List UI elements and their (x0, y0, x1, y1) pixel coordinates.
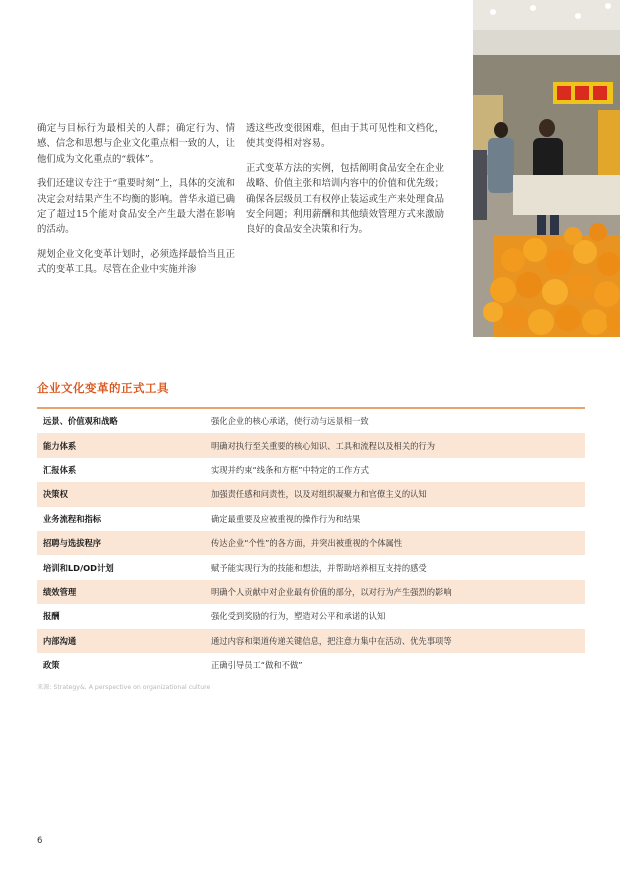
row-key: 绩效管理 (43, 586, 77, 597)
body-text-left-column (37, 121, 235, 287)
row-key: 能力体系 (43, 440, 77, 451)
row-key: 远景、价值观和战略 (43, 416, 118, 427)
row-value: 强化受到奖励的行为，塑造对公平和承诺的认知 (211, 611, 386, 622)
row-value: 赋予能实现行为的技能和想法，并帮助培养相互支持的感受 (211, 562, 427, 573)
table-row (37, 433, 585, 457)
paragraph: 确定与目标行为最相关的人群；确定行为、情感、信念和思想与企业文化重点相一致的人，让他们成为文化重点的“载体”。 (37, 123, 235, 165)
table-row (37, 604, 585, 628)
supermarket-photo (473, 0, 620, 337)
section-title: 企业文化变革的正式工具 (37, 381, 169, 395)
row-value: 加强责任感和问责性，以及对组织凝聚力和官僚主义的认知 (211, 489, 427, 500)
paragraph: 正式变革方法的实例，包括阐明食品安全在企业战略、价值主张和培训内容中的价值和优先级；确保各层级员工有权停止装运或生产来处理食品安全问题；利用薪酬和其他绩效管理方式来激励良好的食品安全决策和行为。 (246, 162, 444, 236)
paragraph: 我们还建议专注于“重要时刻”上，具体的交流和决定会对结果产生不均衡的影响。普华永道已确定了超过15个能对食品安全产生最大潜在影响的活动。 (37, 178, 235, 236)
row-key: 内部沟通 (43, 635, 77, 646)
body-text-right-column (246, 121, 444, 247)
row-value: 实现并约束“线条和方框”中特定的工作方式 (211, 464, 369, 475)
table-row (37, 482, 585, 506)
paragraph: 透这些改变很困难，但由于其可见性和文档化，使其变得相对容易。 (246, 123, 444, 150)
table-row (37, 409, 585, 433)
paragraph: 规划企业文化变革计划时，必须选择最恰当且正式的变革工具。尽管在企业中实施并渗 (37, 248, 235, 276)
source-note: 来源: Strategy&, A perspective on organizational culture (37, 684, 211, 691)
row-value: 通过内容和渠道传递关键信息，把注意力集中在活动、优先事项等 (211, 635, 452, 646)
table-row (37, 580, 585, 604)
table-row (37, 555, 585, 579)
row-value: 传达企业“个性”的各方面，并突出被重视的个体属性 (211, 538, 403, 549)
formal-tools-table (37, 407, 585, 677)
table-row (37, 458, 585, 482)
table-row (37, 531, 585, 555)
row-key: 招聘与选拔程序 (43, 538, 102, 549)
row-key: 业务流程和指标 (43, 513, 102, 524)
row-value: 明确个人贡献中对企业最有价值的部分，以对行为产生强烈的影响 (211, 586, 452, 597)
row-value: 确定最重要及应被重视的操作行为和结果 (211, 513, 361, 524)
row-value: 正确引导员工“做和不做” (211, 660, 303, 671)
row-key: 培训和LD/OD计划 (43, 562, 114, 573)
table-row (37, 507, 585, 531)
row-value: 明确对执行至关重要的核心知识、工具和流程以及相关的行为 (211, 440, 436, 451)
row-key: 汇报体系 (43, 464, 77, 475)
table-row (37, 629, 585, 653)
row-value: 强化企业的核心承诺，使行动与远景相一致 (211, 416, 369, 427)
row-key: 报酬 (43, 611, 60, 622)
row-key: 决策权 (43, 489, 68, 500)
table-row (37, 653, 585, 677)
row-key: 政策 (43, 660, 60, 671)
page-number: 6 (37, 836, 43, 846)
